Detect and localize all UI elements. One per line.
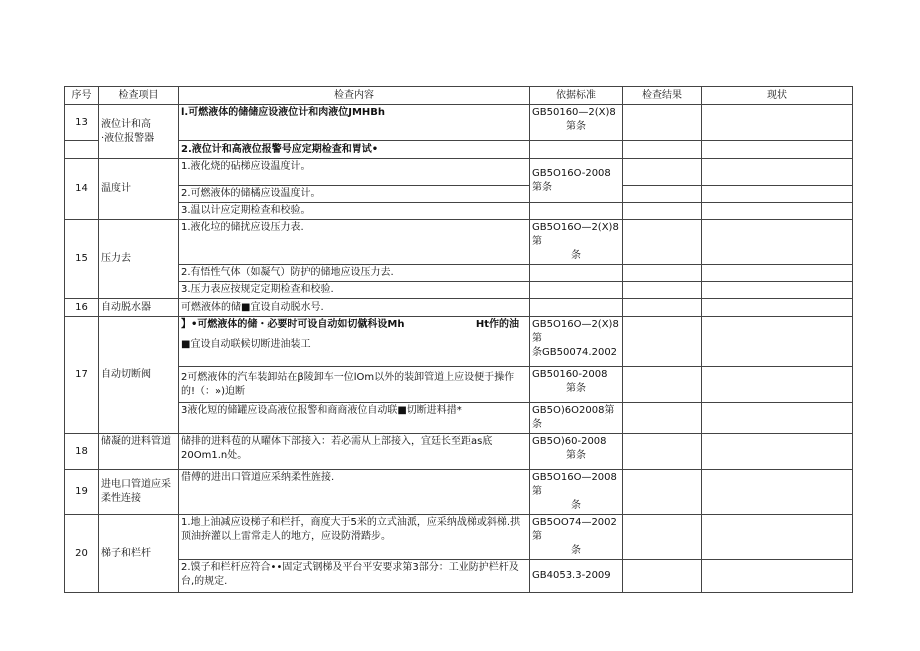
table-row — [65, 282, 853, 299]
standard-clause: 第条 — [566, 121, 586, 132]
result-cell[interactable] — [623, 220, 702, 265]
row-item-text: 液位计和高 ·液位报警器 — [101, 118, 155, 144]
table-row — [65, 220, 853, 265]
result-cell[interactable] — [623, 203, 702, 220]
standard-clause: 条 — [571, 500, 581, 511]
result-cell[interactable] — [623, 470, 702, 515]
row-standard-empty — [530, 299, 623, 317]
row-content: 2.有悟性气体（如凝气）防护的储地应设压力去. — [179, 265, 530, 282]
row-standard — [530, 515, 623, 560]
row-standard: GB5O16O-2008第条 — [530, 159, 623, 203]
result-cell[interactable] — [623, 186, 702, 203]
row-content: 2可燃液体的汽车装卸站在β陵卸车一位lOm以外的装卸管道上应设便于操作的!（：»)迫断 — [179, 367, 530, 403]
row-standard: GB4053.3-2009 — [530, 560, 623, 593]
status-cell[interactable] — [702, 403, 853, 434]
status-cell[interactable] — [702, 203, 853, 220]
row-seq: 16 — [65, 299, 99, 317]
row-item: 梯子和栏杆 — [99, 515, 179, 593]
row-content: 3液化短的储罐应设高液位报警和商商液位自动联■切断进料措* — [179, 403, 530, 434]
row-content: 3.压力表应按规定定期检查和校验. — [179, 282, 530, 299]
standard-text: 条GB50074.2002 — [532, 347, 618, 358]
table-row — [65, 203, 853, 220]
status-cell[interactable] — [702, 317, 853, 367]
standard-clause: 第条 — [566, 383, 586, 394]
status-cell[interactable] — [702, 470, 853, 515]
row-standard — [530, 434, 623, 470]
header-item: 检查项目 — [99, 87, 179, 105]
status-cell[interactable] — [702, 367, 853, 403]
result-cell[interactable] — [623, 515, 702, 560]
row-standard — [530, 367, 623, 403]
table-row — [65, 186, 853, 203]
table-row — [65, 403, 853, 434]
row-seq: 17 — [65, 317, 99, 434]
row-standard-empty — [530, 265, 623, 282]
standard-text: GB5O16O—2(X)8第 — [532, 222, 619, 247]
inspection-table — [64, 86, 853, 593]
result-cell[interactable] — [623, 403, 702, 434]
row-standard — [530, 317, 623, 367]
row-item: 储凝的进料管道 — [99, 434, 179, 470]
status-cell[interactable] — [702, 105, 853, 141]
result-cell[interactable] — [623, 159, 702, 186]
row-content: 借傅的进出口管道应采纳柔性旌接. — [179, 470, 530, 515]
row-standard: GB5O)6O2008第条 — [530, 403, 623, 434]
row-item: 自动脱水器 — [99, 299, 179, 317]
row-seq: 13 — [65, 105, 99, 141]
row-standard — [530, 470, 623, 515]
status-cell[interactable] — [702, 560, 853, 593]
row-standard-empty — [530, 203, 623, 220]
row-seq: 15 — [65, 220, 99, 299]
table-row — [65, 159, 853, 186]
result-cell[interactable] — [623, 367, 702, 403]
result-cell[interactable] — [623, 105, 702, 141]
row-content: 1.液化烧的砧梯应设温度计。 — [179, 159, 530, 186]
table-row — [65, 317, 853, 367]
status-cell[interactable] — [702, 220, 853, 265]
row-standard-empty — [530, 141, 623, 159]
row-content: 3.温以计应定期检查和校验。 — [179, 203, 530, 220]
row-content: 1.地上油减应设梯子和栏扦，商度大于5米的立式油派，应采纳战梯或斜梯.拱顶油拚灌以上雷常走人的地方，应设防滑踏步。 — [179, 515, 530, 560]
content-line: ■宜设自动联候切断进油装工 — [181, 339, 311, 350]
content-line: 】•可燃液体的储・必要时可设自动如切僦科设Mh — [181, 319, 405, 330]
row-item: 自动切断阀 — [99, 317, 179, 434]
table-row — [65, 299, 853, 317]
header-standard: 依据标准 — [530, 87, 623, 105]
row-item: 温度计 — [99, 159, 179, 220]
table-row — [65, 141, 853, 159]
standard-text: GB5OO74—2002第 — [532, 517, 617, 542]
status-cell[interactable] — [702, 159, 853, 186]
standard-text: GB5O16O—2(X)8第 — [532, 319, 619, 344]
result-cell[interactable] — [623, 560, 702, 593]
row-item: 压力去 — [99, 220, 179, 299]
status-cell[interactable] — [702, 265, 853, 282]
header-status: 现状 — [702, 87, 853, 105]
status-cell[interactable] — [702, 141, 853, 159]
status-cell[interactable] — [702, 186, 853, 203]
status-cell[interactable] — [702, 282, 853, 299]
result-cell[interactable] — [623, 317, 702, 367]
header-content: 检查内容 — [179, 87, 530, 105]
status-cell[interactable] — [702, 515, 853, 560]
row-seq: 18 — [65, 434, 99, 470]
row-content: 储排的进料苞的从曜体下部接入：若必需从上部接入，宜廷长至距as底20Om1.n处。 — [179, 434, 530, 470]
row-seq: 14 — [65, 159, 99, 220]
row-standard-empty — [530, 282, 623, 299]
row-content: 可燃液体的储■宜设自动脱水号. — [179, 299, 530, 317]
result-cell[interactable] — [623, 141, 702, 159]
standard-clause: 条 — [571, 545, 581, 556]
standard-clause: 条 — [571, 250, 581, 261]
result-cell[interactable] — [623, 434, 702, 470]
header-seq: 序号 — [65, 87, 99, 105]
row-content: 2.馍子和栏杆应符合••固定式钢梯及平台平安要求第3部分：工业防护栏杆及台,的规定. — [179, 560, 530, 593]
table-row — [65, 265, 853, 282]
table-row — [65, 515, 853, 560]
table-row — [65, 105, 853, 141]
row-item: 进电口管道应采柔性连接 — [99, 470, 179, 515]
table-row — [65, 470, 853, 515]
row-content — [179, 141, 530, 159]
standard-clause: 第条 — [566, 450, 586, 461]
result-cell[interactable] — [623, 282, 702, 299]
row-content — [179, 105, 530, 141]
content-line: l.可燃液体的储储应设液位计和肉液位JMHBh — [181, 107, 386, 118]
content-line-tail: Ht作的油 — [475, 319, 519, 330]
standard-text: GB50160—2(X)8 — [532, 107, 616, 118]
standard-text: GB5O16O—2008第 — [532, 472, 617, 497]
result-cell[interactable] — [623, 299, 702, 317]
row-seq-empty — [65, 141, 99, 159]
row-content — [179, 317, 530, 367]
table-row — [65, 434, 853, 470]
row-seq: 20 — [65, 515, 99, 593]
row-standard — [530, 105, 623, 141]
row-seq: 19 — [65, 470, 99, 515]
table-row — [65, 367, 853, 403]
status-cell[interactable] — [702, 434, 853, 470]
header-row — [65, 87, 853, 105]
content-line: 2.液位计和高液位报警号应定期检查和胃试• — [181, 143, 379, 155]
row-content: 2.可燃液体的储橘应设温度计。 — [179, 186, 530, 203]
row-item — [99, 105, 179, 159]
table-row — [65, 560, 853, 593]
row-standard — [530, 220, 623, 265]
status-cell[interactable] — [702, 299, 853, 317]
standard-text: GB5O)60-2008 — [532, 436, 607, 447]
row-content: 1.液化垃的储扰应设压力表. — [179, 220, 530, 265]
standard-text: GB50160-2008 — [532, 369, 608, 380]
result-cell[interactable] — [623, 265, 702, 282]
header-result: 检查结果 — [623, 87, 702, 105]
